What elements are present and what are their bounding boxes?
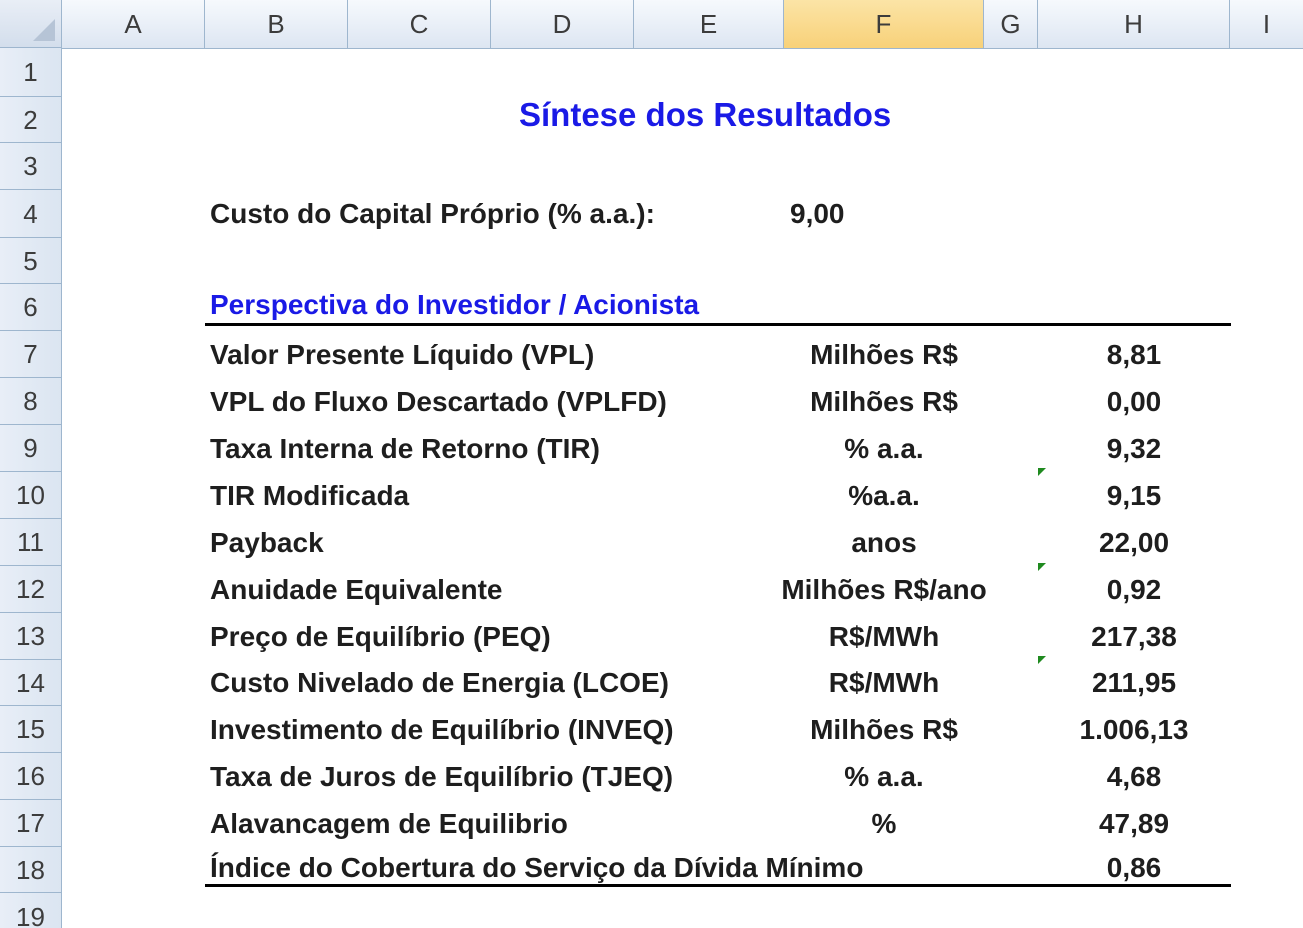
result-unit-inveq: Milhões R$ xyxy=(810,714,958,745)
row-header-12[interactable]: 12 xyxy=(0,566,62,613)
result-value-tir[interactable]: 9,32 xyxy=(1106,433,1162,464)
result-value-icsd[interactable]: 0,86 xyxy=(1106,852,1162,883)
result-label-vpl: Valor Presente Líquido (VPL) xyxy=(210,339,595,370)
row-header-18[interactable]: 18 xyxy=(0,847,62,893)
row-header-2[interactable]: 2 xyxy=(0,97,62,143)
result-label-anuidade: Anuidade Equivalente xyxy=(210,574,503,605)
cell-indicator-icon[interactable] xyxy=(1038,656,1046,664)
result-value-vpl[interactable]: 8,81 xyxy=(1106,339,1162,370)
result-value-tjeq[interactable]: 4,68 xyxy=(1106,761,1162,792)
result-unit-vpl: Milhões R$ xyxy=(810,339,958,370)
row-header-3[interactable]: 3 xyxy=(0,143,62,190)
row-header-5[interactable]: 5 xyxy=(0,238,62,284)
row-header-4[interactable]: 4 xyxy=(0,190,62,238)
result-unit-lcoe: R$/MWh xyxy=(828,667,940,698)
capital-cost-value[interactable]: 9,00 xyxy=(790,198,845,229)
row-header-13[interactable]: 13 xyxy=(0,613,62,660)
row-header-10[interactable]: 10 xyxy=(0,472,62,519)
sheet-title: Síntese dos Resultados xyxy=(519,96,892,133)
result-label-icsd: Índice do Cobertura do Serviço da Dívida Mínimo xyxy=(210,852,864,883)
section-title: Perspectiva do Investidor / Acionista xyxy=(210,289,700,320)
column-header-e[interactable]: E xyxy=(634,0,784,48)
result-value-anuidade[interactable]: 0,92 xyxy=(1106,574,1162,605)
capital-cost-label: Custo do Capital Próprio (% a.a.): xyxy=(210,198,655,229)
result-unit-alavancagem: % xyxy=(871,808,897,839)
column-header-i[interactable]: I xyxy=(1262,9,1271,39)
select-all-corner[interactable] xyxy=(0,0,62,48)
result-unit-tir: % a.a. xyxy=(844,433,924,464)
result-label-tjeq: Taxa de Juros de Equilíbrio (TJEQ) xyxy=(210,761,674,792)
cell-indicator-icon[interactable] xyxy=(1038,563,1046,571)
result-unit-tir-modificada: %a.a. xyxy=(848,480,920,511)
result-unit-peq: R$/MWh xyxy=(828,621,940,652)
section-top-rule xyxy=(205,323,1231,326)
result-label-tir: Taxa Interna de Retorno (TIR) xyxy=(210,433,600,464)
row-header-9[interactable]: 9 xyxy=(0,425,62,472)
column-header-a[interactable]: A xyxy=(62,0,205,48)
row-header-17[interactable]: 17 xyxy=(0,800,62,847)
result-unit-payback: anos xyxy=(851,527,917,558)
result-label-tir-modificada: TIR Modificada xyxy=(210,480,410,511)
section-bottom-rule xyxy=(205,884,1231,887)
result-value-lcoe[interactable]: 211,95 xyxy=(1091,667,1177,698)
result-unit-anuidade: Milhões R$/ano xyxy=(781,574,987,605)
result-value-vplfd[interactable]: 0,00 xyxy=(1106,386,1162,417)
row-header-19[interactable]: 19 xyxy=(0,893,62,928)
row-header-15[interactable]: 15 xyxy=(0,706,62,753)
cell-indicator-icon[interactable] xyxy=(1038,468,1046,476)
result-label-alavancagem: Alavancagem de Equilibrio xyxy=(210,808,568,839)
result-label-lcoe: Custo Nivelado de Energia (LCOE) xyxy=(210,667,669,698)
row-header-1[interactable]: 1 xyxy=(0,48,62,97)
result-value-tir-modificada[interactable]: 9,15 xyxy=(1106,480,1162,511)
result-value-payback[interactable]: 22,00 xyxy=(1098,527,1170,558)
result-label-payback: Payback xyxy=(210,527,324,558)
column-header-d[interactable]: D xyxy=(491,0,634,48)
result-value-alavancagem[interactable]: 47,89 xyxy=(1098,808,1170,839)
result-value-inveq[interactable]: 1.006,13 xyxy=(1079,714,1189,745)
result-value-peq[interactable]: 217,38 xyxy=(1091,621,1177,652)
result-unit-tjeq: % a.a. xyxy=(844,761,924,792)
row-header-8[interactable]: 8 xyxy=(0,378,62,425)
row-header-16[interactable]: 16 xyxy=(0,753,62,800)
column-header-f[interactable]: F xyxy=(784,0,984,48)
select-all-icon xyxy=(33,19,55,41)
column-header-b[interactable]: B xyxy=(205,0,348,48)
row-header-6[interactable]: 6 xyxy=(0,284,62,331)
row-header-7[interactable]: 7 xyxy=(0,331,62,378)
result-label-inveq: Investimento de Equilíbrio (INVEQ) xyxy=(210,714,674,745)
column-header-h[interactable]: H xyxy=(1038,0,1230,48)
column-header-g[interactable]: G xyxy=(984,0,1038,48)
result-label-vplfd: VPL do Fluxo Descartado (VPLFD) xyxy=(210,386,667,417)
result-unit-vplfd: Milhões R$ xyxy=(810,386,958,417)
row-header-14[interactable]: 14 xyxy=(0,660,62,706)
column-header-c[interactable]: C xyxy=(348,0,491,48)
row-header-11[interactable]: 11 xyxy=(0,519,62,566)
result-label-peq: Preço de Equilíbrio (PEQ) xyxy=(210,621,551,652)
